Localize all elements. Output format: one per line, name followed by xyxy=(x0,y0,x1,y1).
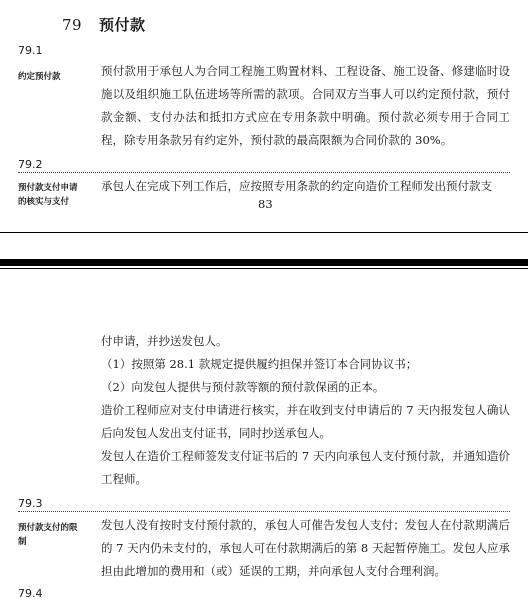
page-break-line-thin xyxy=(0,232,528,233)
clause-side-label-79-1: 约定预付款 xyxy=(18,72,61,82)
section-number: 79 xyxy=(62,16,83,34)
clause-side-label-79-3: 预付款支付的限制 xyxy=(18,523,78,547)
clause-side-label-79-2: 预付款支付申请的核实与支付 xyxy=(18,183,78,207)
clause-text-79-1: 预付款用于承包人为合同工程施工购置材料、工程设备、施工设备、修建临时设施以及组织施工队伍进场等所需的款项。合同双方当事人可以约定预付款，预付款金额、支付办法和抵扣方式应在专用条款中明确。预付款必须专用于合同工程，除专用条款另有约定外，预付款的最高限额为合同价款的 30%。 xyxy=(101,64,510,147)
section-heading xyxy=(62,14,146,35)
list-item-1: （1）按照第 28.1 款规定提供履约担保并签订本合同协议书； xyxy=(101,357,418,371)
list-item-2: （2）向发包人提供与预付款等额的预付款保函的正本。 xyxy=(101,380,385,394)
clause-divider-2 xyxy=(18,511,510,512)
page-number: 83 xyxy=(258,197,273,211)
page-break-line-thin-lower xyxy=(0,268,528,269)
section-title: 预付款 xyxy=(99,16,146,34)
clause-text-79-2-part1: 承包人在完成下列工作后，应按照专用条款的约定向造价工程师发出预付款支 xyxy=(101,179,492,193)
clause-divider xyxy=(18,172,510,173)
clause-number-79-3: 79.3 xyxy=(18,497,43,510)
clause-paragraph-1: 造价工程师应对支付申请进行核实，并在收到支付申请后的 7 天内报发包人确认后向发包人发出支付证书，同时抄送承包人。 xyxy=(101,403,510,440)
clause-text-79-2-part2: 付申请，并抄送发包人。 xyxy=(101,334,228,348)
clause-number-79-2: 79.2 xyxy=(18,158,43,171)
clause-number-79-1: 79.1 xyxy=(18,44,43,57)
page-break-bar xyxy=(0,259,528,266)
clause-number-79-4: 79.4 xyxy=(18,587,43,600)
clause-paragraph-2: 发包人在造价工程师签发支付证书后的 7 天内向承包人支付预付款，并通知造价工程师。 xyxy=(101,449,510,486)
clause-text-79-3: 发包人没有按时支付预付款的，承包人可催告发包人支付；发包人在付款期满后的 7 天内仍未支付的，承包人可在付款期满后的第 8 天起暂停施工。发包人应承担由此增加的费用和（或）延误的工期，并向承包人支付合理利润。 xyxy=(101,518,510,578)
